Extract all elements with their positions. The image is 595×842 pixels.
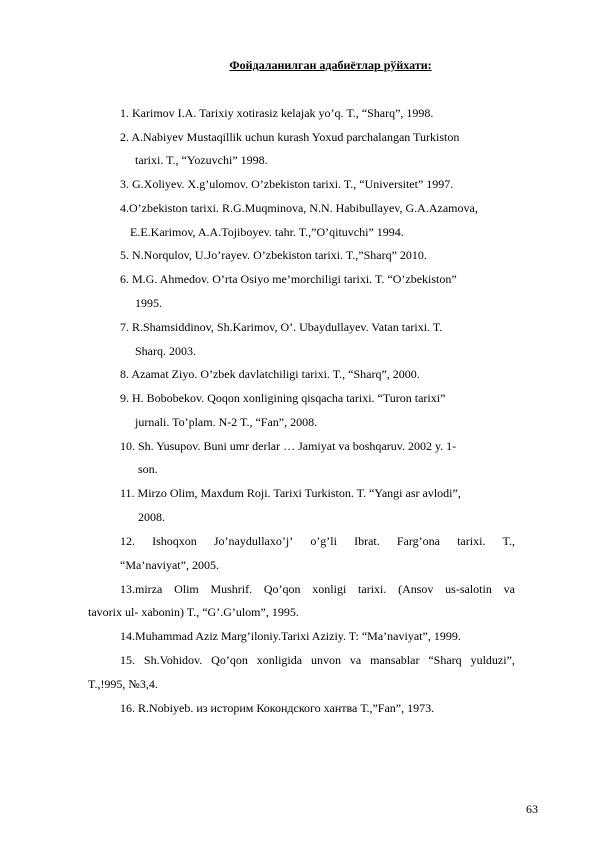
word: Sh.Vohidov. <box>143 653 203 667</box>
reference-3: 3. G.Xoliyev. X.g’ulomov. O’zbekiston tarixi. T., “Universitet” 1997. <box>120 177 454 191</box>
word: Mushrif. <box>210 582 253 596</box>
reference-6-cont: 1995. <box>135 296 162 310</box>
word: T., <box>502 534 515 548</box>
reference-2-cont: tarixi. T., “Yozuvchi” 1998. <box>135 153 268 167</box>
reference-9: 9. H. Bobobekov. Qoqon xonligining qisqacha tarixi. “Turon tarixi” <box>120 391 446 405</box>
reference-10-cont: son. <box>138 462 158 476</box>
word: va <box>503 582 515 596</box>
page-number: 63 <box>526 802 538 816</box>
reference-7: 7. R.Shamsiddinov, Sh.Karimov, O’. Ubaydullayev. Vatan tarixi. T. <box>120 320 443 334</box>
reference-4-cont: E.E.Karimov, A.A.Tojiboyev. tahr. T.,”O’qituvchi” 1994. <box>130 225 404 239</box>
reference-11: 11. Mirzo Olim, Maxdum Roji. Tarixi Turkiston. T. “Yangi asr avlodi”, <box>120 486 461 500</box>
word: Ishoqxon <box>152 534 197 548</box>
word: Qo’qon <box>211 653 248 667</box>
reference-15-cont: T.,!995, №3,4. <box>88 677 158 691</box>
word: unvon <box>310 653 341 667</box>
reference-4: 4.O’zbekiston tarixi. R.G.Muqminova, N.N. Habibullayev, G.A.Azamova, <box>120 201 478 215</box>
word: “Sharq <box>428 653 462 667</box>
reference-1: 1. Karimov I.A. Tarixiy xotirasiz kelajak yo’q. T., “Sharq”, 1998. <box>120 106 434 120</box>
bibliography-title: Фойдаланилган адабиётлар рўйхати: <box>229 58 432 72</box>
word: (Ansov <box>398 582 434 596</box>
word: xonligida <box>256 653 303 667</box>
word: Olim <box>174 582 199 596</box>
word: Ibrat. <box>354 534 380 548</box>
word: tarixi. <box>457 534 486 548</box>
reference-6: 6. M.G. Ahmedov. O’rta Osiyo me’morchiligi tarixi. T. “O’zbekiston” <box>120 272 457 286</box>
word: yulduzi”, <box>470 653 515 667</box>
word: 12. <box>120 534 135 548</box>
word: o’g’li <box>310 534 337 548</box>
word: va <box>349 653 362 667</box>
reference-14: 14.Muhammad Aziz Marg’iloniy.Tarixi Aziziy. T: “Ma’naviyat”, 1999. <box>120 629 461 643</box>
reference-5: 5. N.Norqulov, U.Jo’rayev. O’zbekiston tarixi. T.,”Sharq” 2010. <box>120 248 427 262</box>
word: 15. <box>120 653 135 667</box>
word: 13.mirza <box>120 582 163 596</box>
word: Qo’qon <box>263 582 301 596</box>
word: tarixi. <box>358 582 387 596</box>
reference-8: 8. Azamat Ziyo. O’zbek davlatchiligi tarixi. T., “Sharq”, 2000. <box>120 367 420 381</box>
word: us-salotin <box>445 582 492 596</box>
reference-7-cont: Sharq. 2003. <box>135 344 196 358</box>
reference-12-cont: “Ma’naviyat”, 2005. <box>120 558 219 572</box>
reference-13 <box>120 582 515 596</box>
reference-10: 10. Sh. Yusupov. Buni umr derlar … Jamiyat va boshqaruv. 2002 y. 1- <box>120 439 457 453</box>
word: xonligi <box>312 582 347 596</box>
reference-13-cont: tavorix ul- xabonin) T., “G’.G’ulom”, 1995. <box>88 605 299 619</box>
word: Jo’naydullaxo’j’ <box>213 534 294 548</box>
word: Farg’ona <box>396 534 440 548</box>
reference-15 <box>120 653 515 667</box>
reference-16: 16. R.Nobiyeb. из историм Кокондского хантва Т.,”Fan”, 1973. <box>120 701 435 715</box>
reference-9-cont: jurnali. To’plam. N-2 T., “Fan”, 2008. <box>135 415 318 429</box>
word: mansablar <box>370 653 420 667</box>
reference-12 <box>120 534 515 548</box>
reference-11-cont: 2008. <box>138 510 165 524</box>
reference-2: 2. A.Nabiyev Mustaqillik uchun kurash Yoxud parchalangan Turkiston <box>120 130 460 144</box>
